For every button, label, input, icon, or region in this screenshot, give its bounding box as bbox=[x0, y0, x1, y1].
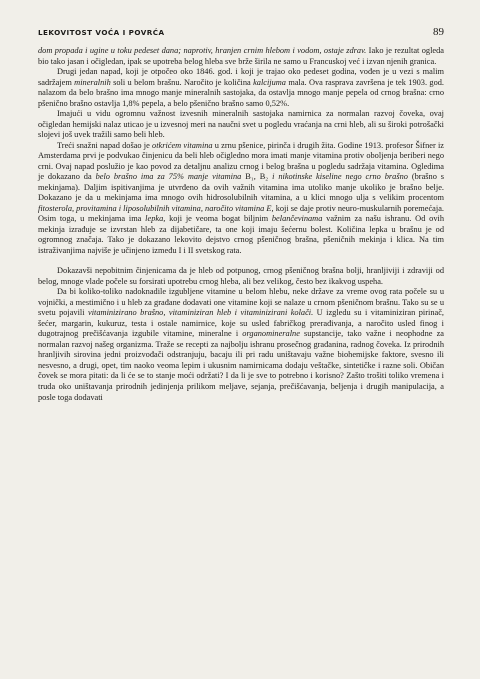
body-text bbox=[38, 46, 444, 403]
paragraph bbox=[38, 109, 444, 141]
text-run: (brašno s mekinjama). Daljim ispitivanjima je utvrđeno da ovih važnih vitamina ima utoliko manje ukoliko je brašno belje. Dokazano je da u mekinjama ima mnogo ovih hidrosolubilnih vitamina, a u klici mnogo ulja s velikim procentom bbox=[38, 172, 445, 203]
text-run: koji je veoma bogat biljnim bbox=[165, 214, 272, 224]
text-run: Drugi jedan napad, koji je otpočeo oko 1846. god. i koji je trajao oko pedeset godina, vođen je u vezi s malim sadržajem bbox=[38, 67, 444, 87]
text-run: Imajući u vidu ogromnu važnost izvesnih mineralnih sastojaka namirnica za normalan razvoj čoveka, ovaj očigledan hemijski nalaz uticao je u izvesnoj meri na naučni svet u pogledu vraćanja na crni hleb, ali su široki potrošački slojevi još uvek tražili samo beli hleb. bbox=[38, 109, 444, 140]
text-run: Iako je rezultat ogleda bio tako jasan i očigledan, ipak se upotreba belog hleba sve brže širila ne samo u Francuskoj već i izvan njenih granica. bbox=[38, 46, 444, 66]
italic-text: vitaminizirano brašno, vitaminiziran hleb i vitaminizirani kolači. bbox=[88, 308, 314, 318]
text-run: Dokazavši nepobitnim činjenicama da je hleb od potpunog, crnog pšeničnog brašna bolji, hranljiviji i zdraviji od belog, mnoge vlade počele su forsirati upotrebu crnog hleba, ali bez velikog, često bez ikakvog uspeha. bbox=[38, 266, 444, 286]
paragraph bbox=[38, 287, 444, 403]
italic-text: dom propada i ugine u toku pedeset dana; naprotiv, hranjen crnim hlebom i vodom, ostaje zdrav. bbox=[38, 46, 367, 55]
page-number: 89 bbox=[433, 26, 444, 38]
italic-text: kalcijuma bbox=[253, 77, 286, 87]
text-run: U izgledu su i vitaminiziran pirinač, šećer, margarin, kukuruz, testa i ostale namirnice, koje su usled fabričkog prerađivanja, a naročito usled finog i dugotrajnog prečišćavanja izgubile vitamine, mineralne i bbox=[38, 308, 445, 339]
italic-text: otkrićem vitamina bbox=[152, 140, 213, 150]
italic-text: lepka, bbox=[145, 214, 166, 224]
running-head: LEKOVITOST VOĆA I POVRĆA bbox=[38, 28, 165, 37]
text-run: mala. Ova rasprava završena je tek 1903. god. nalazom da belo brašno ima mnogo manje mineralnih sastojaka, da ostavlja mnogo manje pepela od crnog brašna: crno pšenično brašno ostavlja 1,8% pepela, a belo pšenično brašno samo 0,52%. bbox=[38, 77, 444, 108]
italic-text: i nikotinske kiseline nego crno brašno bbox=[272, 172, 408, 182]
italic-text: belančevinama bbox=[271, 214, 323, 224]
text-run: supstancije, tako važne i neophodne za normalan razvoj našeg organizma. Traže se recepti za najbolju ishranu prosečnog građanina, radnog čoveka. Iz prirodnih hranljivih sirovina jedni proizvođači odstranjuju, bacaju ili pri radu uništavaju važne biohemijske faktore, svesno ili nesvesno, a drugi, opet, tim naoko veoma lepim i ukusnim namirnicama dodaju veštačke, sintetičke i razne soli. Običan čovek se mora pitati: da li će se to stanje moći održati? I da li je sve to potrebno i korisno? Zašto trošiti toliko vremena i truda oko uništavanja prirodnih jedinjenja prilikom meljave, sejanja, prečišćavanja, beljenja i drugih manipulacija, a posle toga dodavati bbox=[38, 329, 444, 402]
text-run: koji se daje protiv neuro-muskularnih poremećaja. Osim toga, u mekinjama ima bbox=[38, 203, 444, 224]
italic-text: organomineralne bbox=[242, 329, 300, 339]
italic-text: fitosterola, provitamina i liposolubilnih vitamina, naročito vitamina E, bbox=[38, 203, 274, 213]
text-run: važnim za našu ishranu. Od ovih mekinja izrađuje se izvrstan hleb za dijabetičare, ta one koji imaju šećernu bolest. Količina lepka u brašnu je od ogromnog značaja. Tako je dokazano lekovito dejstvo crnog pšeničnog brašna, pšeničnih mekinja i klica. Na tim istraživanjima najviše je učinjeno između I i II svetskog rata. bbox=[38, 214, 444, 255]
text-run: Treći snažni napad došao je bbox=[57, 140, 153, 150]
paragraph bbox=[38, 67, 444, 109]
paragraph bbox=[38, 266, 444, 287]
page-header bbox=[38, 26, 444, 46]
text-run: u zrnu pšenice, pirinča i drugih žita. Godine 1913. profesor Šifner iz Amsterdama prvi je podvukao činjenicu da beli hleb očigledno mora imati manje vitamina protiv obolјenja beriberi nego crni. Ovaj napad poslužio je kao povod za detaljnu analizu crnog i belog brašna u pogledu sadržaja vitamina. Ogledima je dokazano da bbox=[38, 140, 444, 182]
text-run: B₁, B₂ bbox=[241, 172, 273, 182]
text-run: Da bi koliko-toliko nadoknadile izgubljene vitamine u belom hlebu, neke države za vreme ovog rata počele su u vojnički, a mestimično i u hleb za građane dodavati one vitamine koji se nalaze u crnom pšeničnom brašnu. Tako su se u svetu pojavili bbox=[38, 287, 444, 318]
paragraph bbox=[38, 141, 444, 257]
text-run: soli u belom brašnu. Naročito je količina bbox=[110, 77, 254, 87]
italic-text: mineralnih bbox=[74, 77, 111, 87]
paragraph bbox=[38, 46, 444, 67]
italic-text: belo brašno ima za 75% manje vitamina bbox=[95, 172, 242, 182]
